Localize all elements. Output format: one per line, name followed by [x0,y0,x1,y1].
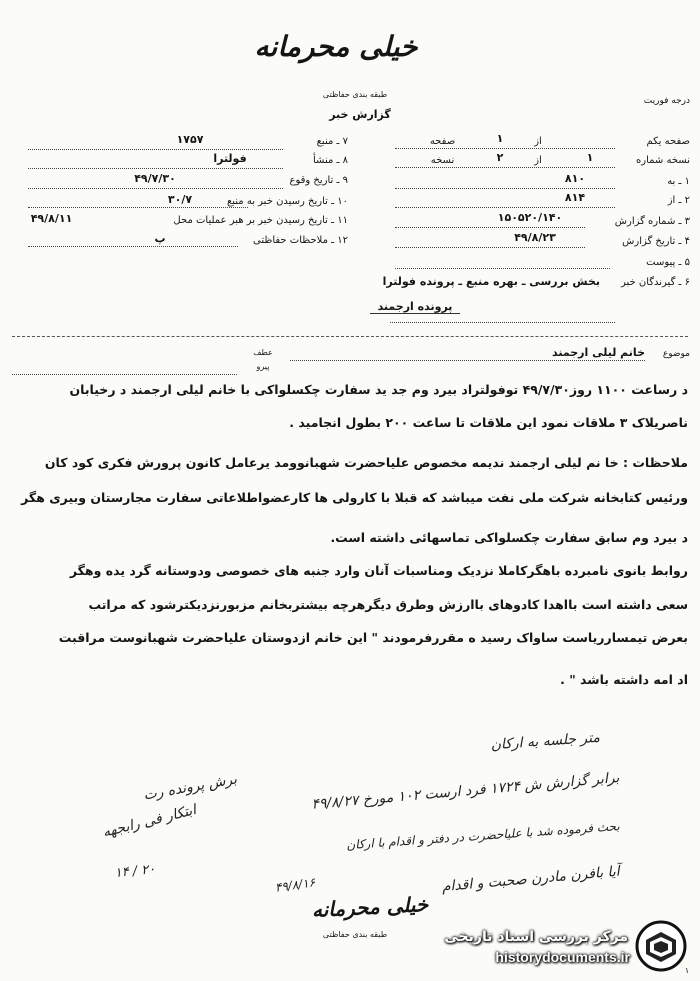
copy-count: ۲ [496,151,504,164]
from-value: ۸۱۴ [564,191,586,204]
ops-receipt-date-label: ۱۱ ـ تاریخ رسیدن خبر بر هبر عملیات محل [173,215,348,226]
dotted-line [395,188,615,189]
dotted-line [28,246,238,247]
page-label: صفحه یکم [646,136,690,147]
dotted-line [28,149,283,150]
ops-receipt-date-value: ۴۹/۸/۱۱ [30,212,73,225]
origin-label: ۸ ـ منشأ [312,155,348,166]
footer-classification-caption: طبقه بندی حفاظتی [322,930,388,939]
footer-classification-stamp: خیلی محرمانه [311,891,429,923]
subject-divider [12,336,688,337]
dotted-line [395,148,615,149]
origin-value: فولترا [213,152,247,165]
dotted-line [390,322,615,323]
body-line: د بیرد وم سابق سفارت چکسلواکی تماسهائی داشته است. [330,530,688,545]
subject-label: موضوع [662,349,690,359]
occurrence-date-value: ۴۹/۷/۳۰ [134,172,176,185]
attachment-label: ۵ ـ پیوست [646,257,690,268]
page-unit: صفحه [429,136,456,147]
handwritten-note: متر جلسه به ارکان [490,729,601,754]
file-value: پرونده ارجمند [370,300,460,314]
subject-value: خانم لیلی ارجمند [552,346,645,359]
source-receipt-date-value: ۳۰/۷ [167,193,193,206]
priority-label: درجه فوریت [643,96,690,106]
handwritten-note: ۲۰ / ۱۴ [114,861,156,882]
page-count: ۱ [496,132,504,145]
handwritten-note: برش پرونده رت [142,771,239,804]
copy-number: ۱ [586,151,594,164]
source-label: ۷ ـ منبع [316,136,348,147]
body-line: سعی داشته است بااهدا کادوهای باارزش وطرق دیگرهرچه بیشتربخانم مزبورنزدیکترشود که مراتب [88,597,688,612]
copy-unit: نسخه [430,155,455,166]
security-notes-label: ۱۲ ـ ملاحظات حفاظتی [253,235,348,246]
copy-of: از [534,155,542,166]
report-number-value: ۱۵۰۵۲۰/۱۴۰ [497,211,563,224]
copy-label: نسخه شماره [636,155,690,166]
report-date-label: ۴ ـ تاریخ گزارش [622,236,690,247]
security-notes-value: پ [154,232,166,245]
classification-title: خیلی محرمانه [254,30,418,63]
page-of: از [534,136,542,147]
body-line: اد امه داشته باشد " . [560,672,688,687]
reference-label: عطف [253,348,273,357]
dotted-line [395,268,610,269]
watermark-url: historydocuments.ir [495,949,630,965]
dotted-line [395,207,615,208]
dotted-line [12,374,237,375]
dotted-line [290,360,645,361]
handwritten-date: ۴۹/۸/۱۶ [274,875,316,895]
handwritten-note: آیا بافرن مادرن صحبت و اقدام [441,863,621,896]
reference-sub: پیرو [256,362,270,371]
watermark-logo-icon [634,920,688,972]
to-label: ۱ ـ به [667,176,690,187]
dotted-line [395,167,615,168]
dotted-line [28,207,248,208]
dotted-line [28,168,283,169]
body-line: روابط بانوی نامبرده باهگرکاملا نزدیک ومناسبات آنان وارد جنبه های خصوصی ودوستانه گرد یده وهگر [69,563,688,578]
recipients-label: ۶ ـ گیرندگان خبر [620,277,690,288]
source-value: ۱۷۵۷ [176,133,204,146]
body-line: بعرض تیمسارریاست ساواک رسید ه مقررفرمودند " این خانم ازدوستان علیاحضرت شهبانوست مراقبت [58,630,688,645]
source-receipt-date-label: ۱۰ ـ تاریخ رسیدن خبر به منبع [226,196,348,207]
handwritten-note: بحث فرموده شد با علیاحضرت در دفتر و اقدام با ارکان [345,819,621,853]
to-value: ۸۱۰ [564,172,586,185]
body-line: ملاحظات : خا نم لیلی ارجمند ندیمه مخصوص علیاحضرت شهبانوومد یرعامل کانون پرورش فکری کود کان [44,455,688,470]
watermark-text: مرکز بررسی اسناد تاریخی [444,929,628,945]
occurrence-date-label: ۹ ـ تاریخ وقوع [289,175,348,186]
from-label: ۲ ـ از [667,195,690,206]
handwritten-note: برابر گزارش ش ۱۷۲۴ فرد ارست ۱۰۲ مورخ ۴۹/۸/۲۷ [310,769,620,813]
page-number: ۱ [684,966,690,975]
dotted-line [395,227,585,228]
report-title: گزارش خبر [329,108,391,121]
dotted-line [28,188,283,189]
body-line: د رساعت ۱۱۰۰ روز۴۹/۷/۳۰ توفولتراد بیرد وم جد ید سفارت چکسلواکی با خانم لیلی ارجمند د رخیابان [69,382,688,397]
classification-caption: طبقه بندی حفاظتی [322,90,388,99]
handwritten-note: ابتکار فی رابجهه [101,802,198,841]
body-line: ورئیس کتابخانه شرکت ملی نفت میباشد که قبلا با کارولی ها کارعضواطلاعاتی سفارت مجارستان وبیری هگر [21,490,688,505]
report-date-value: ۴۹/۸/۲۳ [514,231,556,244]
body-line: ناصریلاک ۳ ملاقات نمود این ملاقات تا ساعت ۲۰۰ بطول انجامید . [289,415,688,430]
recipients-value: بخش بررسی ـ بهره منبع ـ پرونده فولترا [382,275,600,288]
report-number-label: ۳ ـ شماره گزارش [614,216,690,227]
dotted-line [395,247,585,248]
